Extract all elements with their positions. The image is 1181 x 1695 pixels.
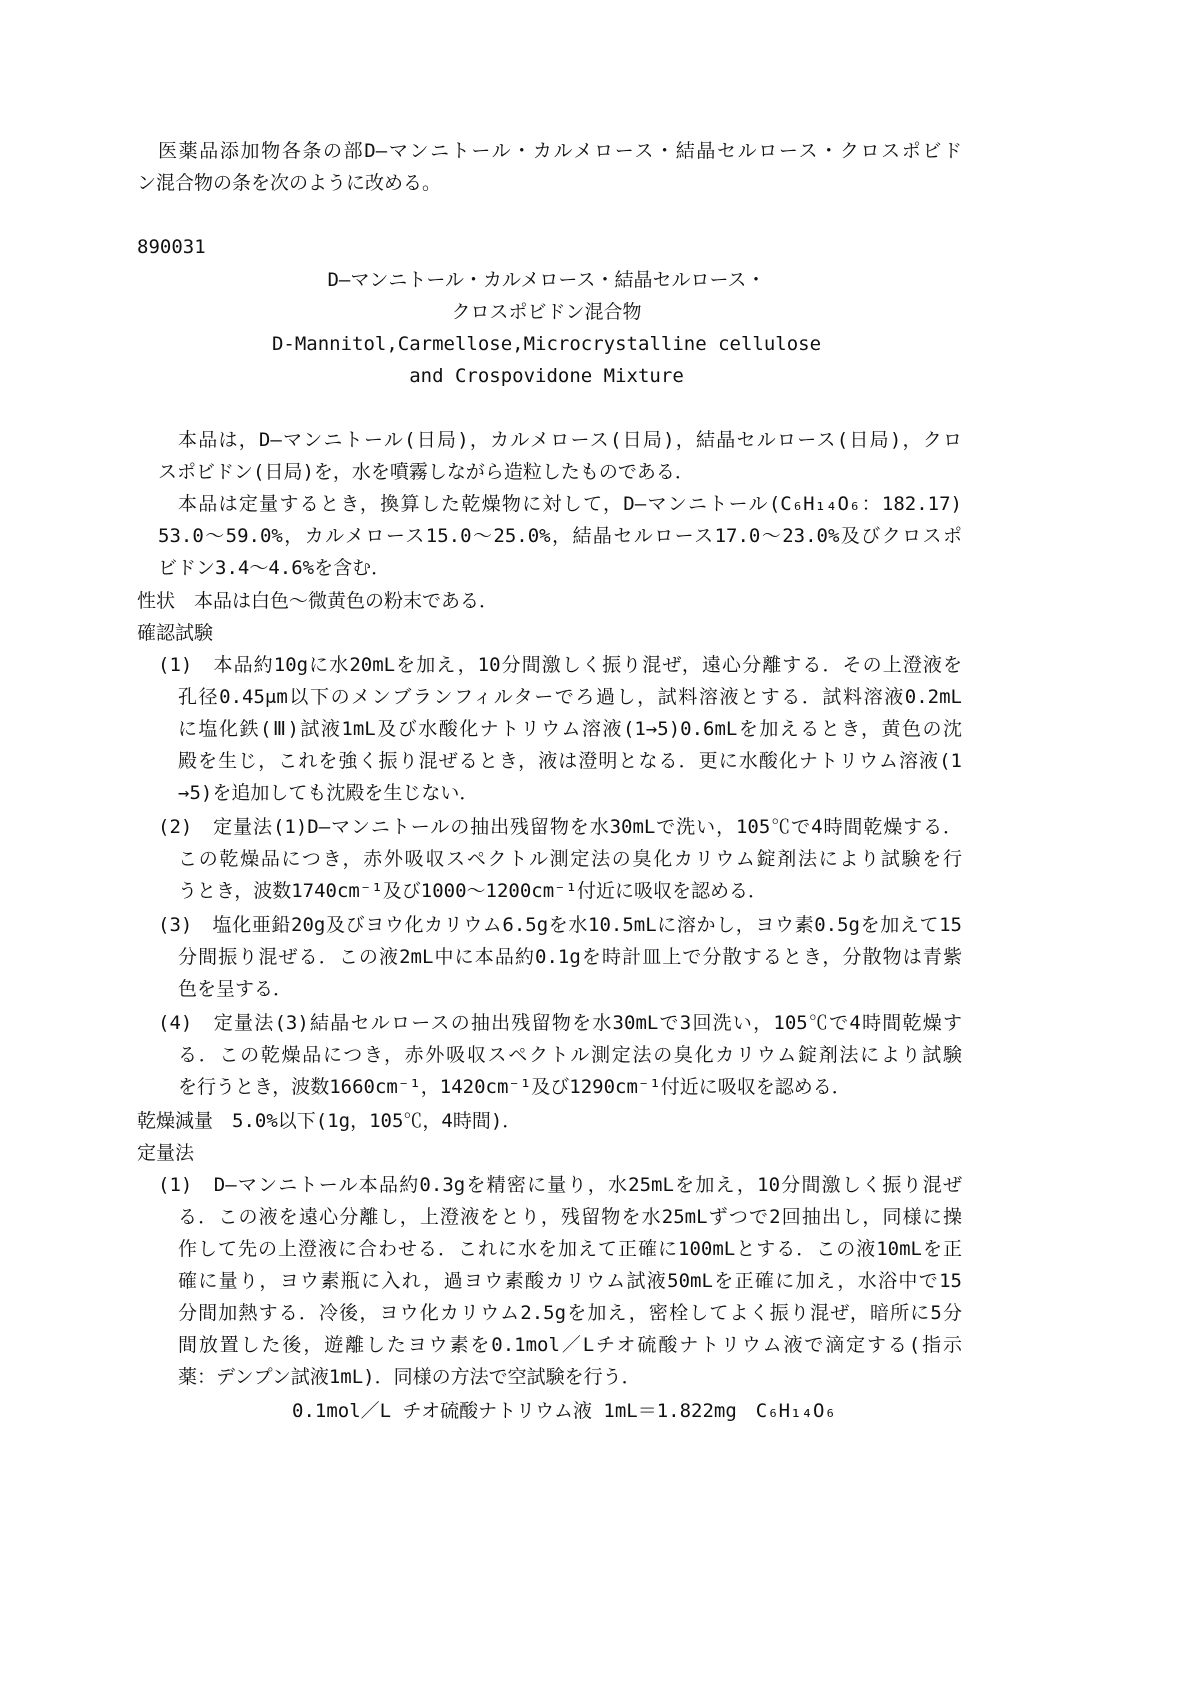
section-heading: 確認試験: [137, 622, 214, 644]
identification-test-1: に塩化鉄(Ⅲ)試液1mL及び水酸化ナトリウム溶液(1→5)0.6mLを加えるとき，黄色の沈: [178, 718, 962, 740]
identification-test-3: (3) 塩化亜鉛20g及びヨウ化カリウム6.5gを水10.5mLに溶かし，ヨウ素0.5gを加えて15: [158, 914, 962, 936]
intro-text: ン混合物の条を次のように改める。: [137, 172, 442, 194]
identification-test-2: うとき，波数1740cm⁻¹及び1000～1200cm⁻¹付近に吸収を認める．: [178, 880, 768, 902]
section-heading: 定量法: [137, 1142, 195, 1164]
assay-procedure-1: 確に量り，ヨウ素瓶に入れ，過ヨウ素酸カリウム試液50mLを正確に加え，水浴中で15: [178, 1270, 962, 1292]
loss-on-drying-text: 乾燥減量 5.0%以下(1g，105℃，4時間)．: [137, 1110, 522, 1132]
content-text: 本品は定量するとき，換算した乾燥物に対して，D―マンニトール(C₆H₁₄O₆：182.17): [178, 493, 962, 515]
item-code: 890031: [137, 236, 206, 258]
title-english: and Crospovidone Mixture: [409, 365, 684, 387]
identification-test-3: 分間振り混ぜる．この液2mL中に本品約0.1gを時計皿上で分散するとき，分散物は青紫: [178, 946, 962, 968]
identification-test-1: 殿を生じ，これを強く振り混ぜるとき，液は澄明となる．更に水酸化ナトリウム溶液(1: [178, 750, 962, 772]
assay-procedure-1: 間放置した後，遊離したヨウ素を0.1mol／Lチオ硫酸ナトリウム液で滴定する(指示: [178, 1334, 962, 1356]
description-text: 本品は，D―マンニトール(日局)，カルメロース(日局)，結晶セルロース(日局)，クロ: [178, 429, 962, 451]
identification-test-1: (1) 本品約10gに水20mLを加え，10分間激しく振り混ぜ，遠心分離する．その上澄液を: [158, 654, 962, 676]
identification-test-4: る．この乾燥品につき，赤外吸収スペクトル測定法の臭化カリウム錠剤法により試験: [178, 1044, 962, 1066]
intro-text: 医薬品添加物各条の部D―マンニトール・カルメロース・結晶セルロース・クロスポビド: [158, 140, 962, 162]
description-text: スポビドン(日局)を，水を噴霧しながら造粒したものである．: [158, 461, 694, 483]
identification-test-1: 孔径0.45μm以下のメンブランフィルターでろ過し，試料溶液とする．試料溶液0.2mL: [178, 686, 962, 708]
assay-procedure-1: (1) D―マンニトール本品約0.3gを精密に量り，水25mLを加え，10分間激しく振り混ぜ: [158, 1174, 962, 1196]
identification-test-2: この乾燥品につき，赤外吸収スペクトル測定法の臭化カリウム錠剤法により試験を行: [178, 848, 962, 870]
assay-formula: 0.1mol／L チオ硫酸ナトリウム液 1mL＝1.822mg C₆H₁₄O₆: [292, 1400, 836, 1422]
identification-test-4: を行うとき，波数1660cm⁻¹，1420cm⁻¹及び1290cm⁻¹付近に吸収を認める．: [178, 1076, 851, 1098]
title-japanese: クロスポビドン混合物: [451, 301, 642, 323]
assay-procedure-1: 薬：デンプン試液1mL)．同様の方法で空試験を行う．: [178, 1366, 641, 1388]
identification-test-2: (2) 定量法(1)D―マンニトールの抽出残留物を水30mLで洗い，105℃で4時間乾燥する．: [158, 816, 962, 838]
title-english: D-Mannitol,Carmellose,Microcrystalline cellulose: [271, 333, 822, 355]
identification-test-4: (4) 定量法(3)結晶セルロースの抽出残留物を水30mLで3回洗い，105℃で4時間乾燥す: [158, 1012, 962, 1034]
title-japanese: D―マンニトール・カルメロース・結晶セルロース・: [327, 269, 766, 291]
identification-test-1: →5)を追加しても沈殿を生じない．: [178, 782, 479, 804]
content-text: ビドン3.4～4.6%を含む．: [158, 557, 391, 579]
assay-procedure-1: 作して先の上澄液に合わせる．これに水を加えて正確に100mLとする．この液10mLを正: [178, 1238, 962, 1260]
assay-procedure-1: 分間加熱する．冷後，ヨウ化カリウム2.5gを加え，密栓してよく振り混ぜ，暗所に5分: [178, 1302, 962, 1324]
identification-test-3: 色を呈する．: [178, 978, 293, 1000]
assay-procedure-1: る．この液を遠心分離し，上澄液をとり，残留物を水25mLずつで2回抽出し，同様に操: [178, 1206, 962, 1228]
content-text: 53.0～59.0%，カルメロース15.0～25.0%，結晶セルロース17.0～23.0%及びクロスポ: [158, 525, 962, 547]
properties-text: 性状 本品は白色～微黄色の粉末である．: [137, 590, 499, 612]
